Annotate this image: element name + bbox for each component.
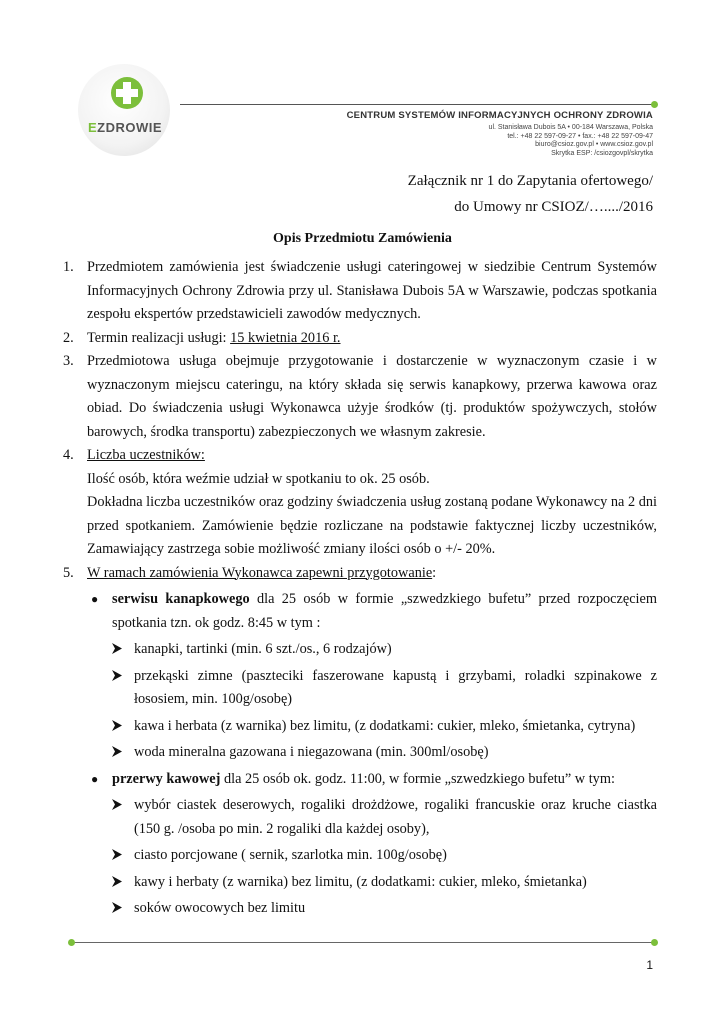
participants-details: Dokładna liczba uczestników oraz godziny świadczenia usług zostaną podane Wykonawcy na 2 dni przed spotkaniem. Zamówienie będzie rozliczane na podstawie faktycznej liczby uczestników, Zamawiający zastrzega sobie możliwość zmiany ilości osób o +/- 20%. xyxy=(87,494,657,557)
sub-item xyxy=(112,844,657,868)
bullet-dot-icon: ● xyxy=(91,592,99,606)
sub-item xyxy=(112,638,657,662)
sub-item xyxy=(112,741,657,765)
ezdrowie-logo xyxy=(68,58,178,168)
org-name: CENTRUM SYSTEMÓW INFORMACYJNYCH OCHRONY ZDROWIA xyxy=(346,110,653,121)
document-body xyxy=(63,256,657,921)
arrow-bullet-icon xyxy=(112,876,122,887)
logo-text xyxy=(88,120,162,135)
item-number: 4. xyxy=(63,447,74,463)
medical-cross-icon xyxy=(110,76,144,110)
arrow-bullet-icon xyxy=(112,643,122,654)
bullet-bold: przerwy kawowej xyxy=(112,770,221,787)
org-phone: tel.: +48 22 597-09-27 • fax.: +48 22 597-09-47 xyxy=(507,132,653,140)
arrow-bullet-icon xyxy=(112,746,122,757)
bullet-text xyxy=(112,768,657,792)
item-number: 2. xyxy=(63,329,74,346)
sub-item xyxy=(112,665,657,712)
arrow-bullet-icon xyxy=(112,902,122,913)
header-divider-dot xyxy=(651,101,658,108)
sub-item-text: ciasto porcjowane ( sernik, szarlotka min. 100g/osobę) xyxy=(134,847,447,863)
attachment-line-1: Załącznik nr 1 do Zapytania ofertowego/ xyxy=(407,173,653,189)
sub-item-text: soków owocowych bez limitu xyxy=(134,900,306,916)
scope-heading: W ramach zamówienia Wykonawca zapewni przygotowanie xyxy=(87,564,433,581)
sub-item xyxy=(112,794,657,841)
footer-dot-right xyxy=(651,939,658,946)
sub-item xyxy=(112,871,657,895)
scope-heading-colon: : xyxy=(432,564,437,581)
bullet-bold: serwisu kanapkowego xyxy=(112,591,250,607)
list-item-3 xyxy=(63,350,657,444)
logo-text-rest: ZDROWIE xyxy=(97,120,163,135)
header-divider xyxy=(180,104,654,105)
bullet-przerwa xyxy=(87,768,657,792)
sub-item-text: woda mineralna gazowana i niegazowana (min. 300ml/osobę) xyxy=(134,744,489,760)
bullet-serwis xyxy=(87,588,657,635)
sub-item-text: kanapki, tartinki (min. 6 szt./os., 6 rodzajów) xyxy=(134,641,392,657)
bullet-text xyxy=(112,588,657,635)
service-date: 15 kwietnia 2016 r. xyxy=(230,329,341,346)
arrow-bullet-icon xyxy=(112,720,122,731)
list-item-2 xyxy=(63,327,657,351)
org-email: biuro@csioz.gov.pl • www.csioz.gov.pl xyxy=(535,141,653,148)
arrow-bullet-icon xyxy=(112,849,122,860)
sub-item xyxy=(112,715,657,739)
logo-text-e: E xyxy=(88,120,98,135)
bullet-rest: dla 25 osób ok. godz. 11:00, w formie „szwedzkiego bufetu” w tym: xyxy=(220,770,615,787)
participants-heading: Liczba uczestników: xyxy=(87,447,205,463)
item-number: 3. xyxy=(63,353,74,369)
bullet-dot-icon: ● xyxy=(91,771,99,786)
list-item-4 xyxy=(63,444,657,562)
org-address: ul. Stanisława Dubois 5A • 00-184 Warszawa, Polska xyxy=(488,124,653,131)
item-text: Termin realizacji usługi: xyxy=(87,329,231,346)
sub-item-text: kawa i herbata (z warnika) bez limitu, (z dodatkami: cukier, mleko, śmietanka, cytryna) xyxy=(134,717,636,734)
sub-item-text: kawy i herbaty (z warnika) bez limitu, (z dodatkami: cukier, mleko, śmietanka) xyxy=(134,873,587,890)
org-epuap: Skrytka ESP: /csiozgovpl/skrytka xyxy=(551,149,653,157)
org-contact xyxy=(489,124,653,158)
attachment-line-2: do Umowy nr CSIOZ/…..../2016 xyxy=(454,199,653,215)
item-number: 5. xyxy=(63,564,74,581)
page-number: 1 xyxy=(646,958,653,972)
bullet-rest: dla 25 osób w formie „szwedzkiego bufetu” przed rozpoczęciem spotkania tzn. ok godz. 8:45 w tym : xyxy=(112,591,657,631)
footer-dot-left xyxy=(68,939,75,946)
arrow-bullet-icon xyxy=(112,799,122,810)
sub-item xyxy=(112,897,657,921)
item-text: Przedmiotowa usługa obejmuje przygotowanie i dostarczenie w wyznaczonym czasie i w wyznaczonym miejscu cateringu, na który składa się serwis kanapkowy, przerwa kawowa oraz obiad. Do świadczenia usługi Wykonawca użyje środków (tj. produktów spożywczych, stołów barowych, środka transportu) zabezpieczonych we własnym zakresie. xyxy=(87,353,657,440)
list-item-5 xyxy=(63,562,657,921)
sub-item-text: przekąski zimne (paszteciki faszerowane kapustą i grzybami, roladki szpinakowe z łososiem, min. 100g/osobę) xyxy=(134,667,657,707)
item-text: Przedmiotem zamówienia jest świadczenie usługi cateringowej w siedzibie Centrum Systemów Informacyjnych Ochrony Zdrowia przy ul. Stanisława Dubois 5A w Warszawie, podczas spotkania zespołu ekspertów przedstawicieli zawodów medycznych. xyxy=(87,259,657,322)
sub-item-text: wybór ciastek deserowych, rogaliki drożdżowe, rogaliki francuskie oraz kruche ciastka (150 g. /osoba po min. 2 rogaliki dla każdej osoby), xyxy=(134,797,657,837)
footer-divider xyxy=(72,942,654,943)
list-item-1 xyxy=(63,256,657,327)
document-title: Opis Przedmiotu Zamówienia xyxy=(273,231,452,246)
arrow-bullet-icon xyxy=(112,670,122,681)
attachment-reference xyxy=(408,168,653,220)
participants-count: Ilość osób, która weźmie udział w spotkaniu to ok. 25 osób. xyxy=(87,470,430,487)
item-number: 1. xyxy=(63,259,74,275)
